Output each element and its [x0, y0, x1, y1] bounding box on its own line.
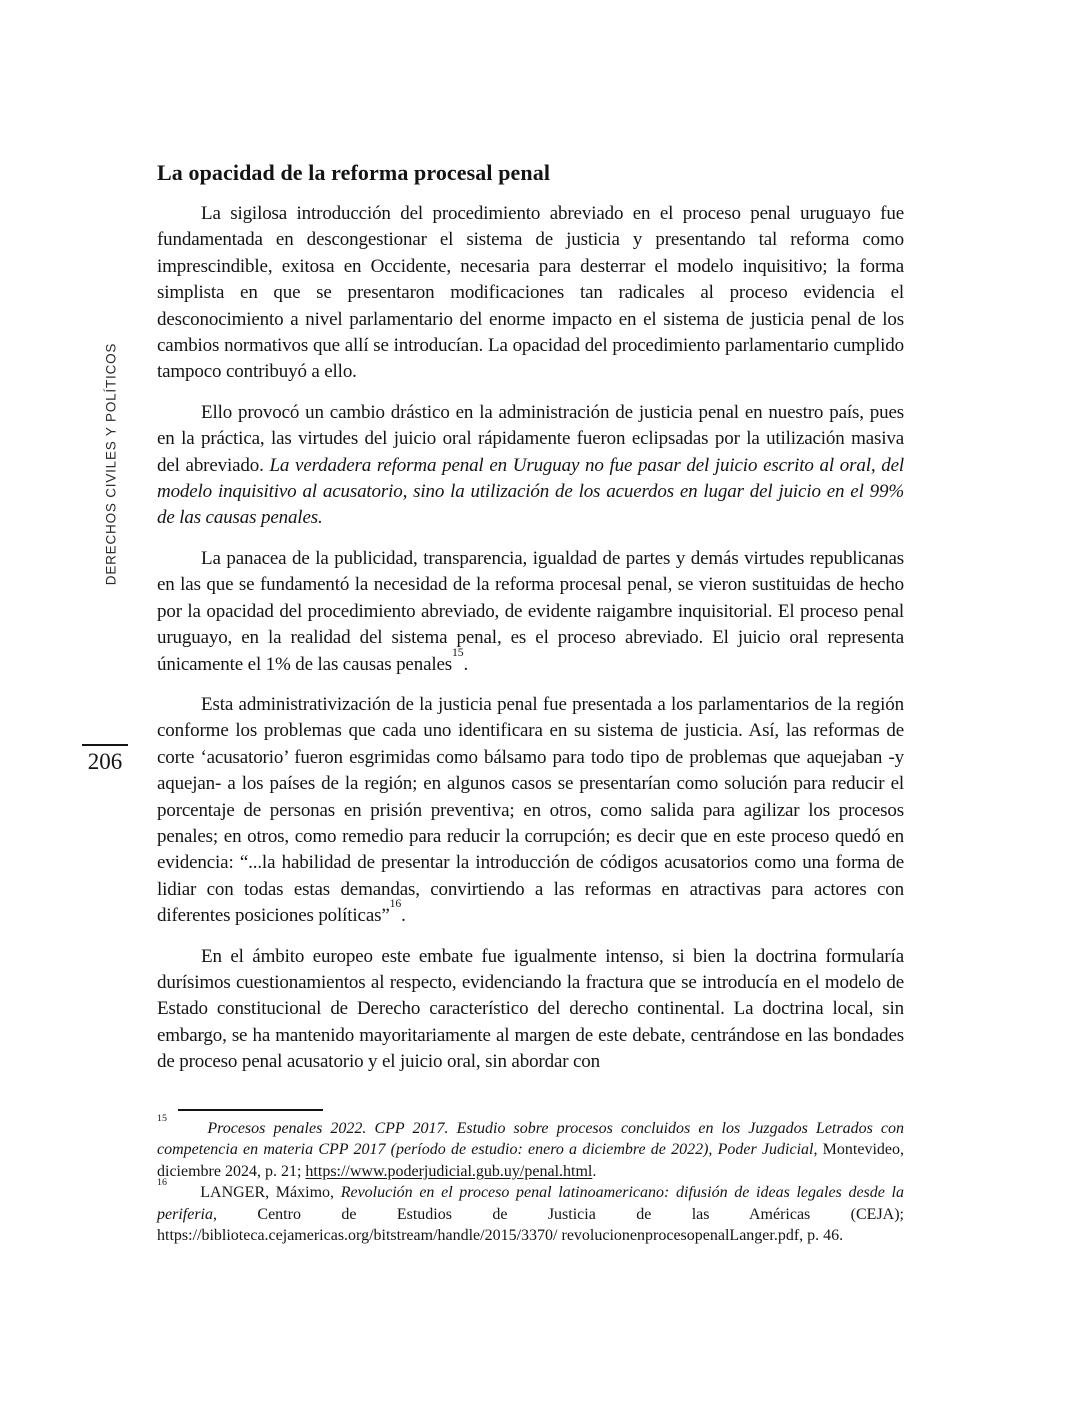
text-run: La panacea de la publicidad, transparencia, igualdad de partes y demás virtudes republicanas en las que se fundamentó la necesidad de la reforma procesal penal, se vieron sustituidas de hecho por la opacidad del procedimiento abreviado, de evidente raigambre inquisitorial. El proceso penal uruguayo, en la realidad del sistema penal, es el proceso abreviado. El juicio oral representa únicamente el 1% de las causas penales — [157, 547, 904, 675]
text-run: Ello provocó un cambio drástico en la administración de justicia penal en nuestro país, pues en la práctica, las virtudes del juicio oral rápidamente fueron eclipsadas por la utilización masiva del abreviado. — [157, 401, 904, 476]
paragraph-5 — [157, 944, 904, 1076]
footnote-separator — [178, 1109, 323, 1111]
page-number: 206 — [82, 744, 128, 775]
text-run: , Montevideo, diciembre 2024, p. 21; — [157, 1141, 904, 1180]
text-run: Procesos penales 2022. CPP 2017. Estudio sobre procesos concluidos en los Juzgados Letrados con competencia en materia CPP 2017 (período de estudio: enero a diciembre de 2022), Poder Judicial — [157, 1120, 905, 1159]
footnote-marker: 16 — [389, 897, 402, 911]
paragraph-1 — [157, 201, 904, 386]
text-run: Revolución en el proceso penal latinoamericano: difusión de ideas legales desde la periferia — [157, 1184, 904, 1223]
text-run: , Centro de Estudios de Justicia de las Américas (CEJA); https://biblioteca.cejamericas.org/bitstream/handle/2015/3370/ revolucionenprocesopenalLanger.pdf, p. 46. — [157, 1205, 904, 1245]
footnote-15 — [157, 1113, 905, 1182]
section-heading: La opacidad de la reforma procesal penal — [157, 160, 551, 185]
text-run: LANGER, Máximo, — [166, 1184, 341, 1202]
footnote-16 — [157, 1177, 904, 1246]
text-run: La verdadera reforma penal en Uruguay no fue pasar del juicio escrito al oral, del modelo inquisitivo al acusatorio, sino la utilización de los acuerdos en lugar del juicio en el 99% de las causas penales. — [157, 454, 904, 529]
paragraph-3 — [157, 546, 904, 678]
text-run: Esta administrativización de la justicia penal fue presentada a los parlamentarios de la región conforme los problemas que cada uno identificara en su sistema de justicia. Así, las reformas de corte ‘acusatorio’ fueron esgrimidas como bálsamo para todo tipo de problemas que aquejaban -y aquejan- a los países de la región; en algunos casos se presentarían como solución para reducir el porcentaje de personas en prisión preventiva; en otros, como salida para agilizar los procesos penales; en otros, como remedio para reducir la corrupción; es decir que en este proceso quedó en evidencia: “...la habilidad de presentar la introducción de códigos acusatorios como una forma de lidiar con todas estas demandas, convirtiendo a las reformas en atractivas para actores con diferentes posiciones políticas” — [157, 693, 904, 927]
main-text-column — [157, 160, 904, 1090]
text-run: La sigilosa introducción del procedimiento abreviado en el proceso penal uruguayo fue fundamentada en descongestionar el sistema de justicia y presentando tal reforma como imprescindible, exitosa en Occidente, necesaria para desterrar el modelo inquisitivo; la forma simplista en que se presentaron modificaciones tan radicales al proceso evidencia el desconocimiento a nivel parlamentario del enorme impacto en el sistema de justicia penal de los cambios normativos que allí se introducían. La opacidad del procedimiento parlamentario cumplido tampoco contribuyó a ello. — [157, 203, 904, 383]
text-run: En el ámbito europeo este embate fue igualmente intenso, si bien la doctrina formularía durísimos cuestionamientos al respecto, evidenciando la fractura que se introducía en el modelo de Estado constitucional de Derecho característico del derecho continental. La doctrina local, sin embargo, se ha mantenido mayoritariamente al margen de este debate, centrándose en las bondades de proceso penal acusatorio y el juicio oral, sin abordar con — [157, 945, 904, 1073]
paragraph-4 — [157, 692, 904, 930]
footnote-marker: 16 — [157, 1177, 167, 1189]
text-run: . — [463, 653, 469, 675]
text-run: . — [592, 1162, 597, 1180]
footnote-section — [157, 1109, 904, 1246]
text-run: . — [401, 905, 406, 927]
text-run — [167, 1120, 207, 1137]
footnote-marker: 15 — [157, 1113, 167, 1125]
footnote-marker: 15 — [452, 645, 464, 659]
sidebar-vertical-label: DERECHOS CIVILES Y POLÍTICOS — [103, 342, 119, 586]
footnote-link[interactable]: https://www.poderjudicial.gub.uy/penal.html — [305, 1162, 593, 1180]
paragraph-2 — [157, 400, 904, 532]
